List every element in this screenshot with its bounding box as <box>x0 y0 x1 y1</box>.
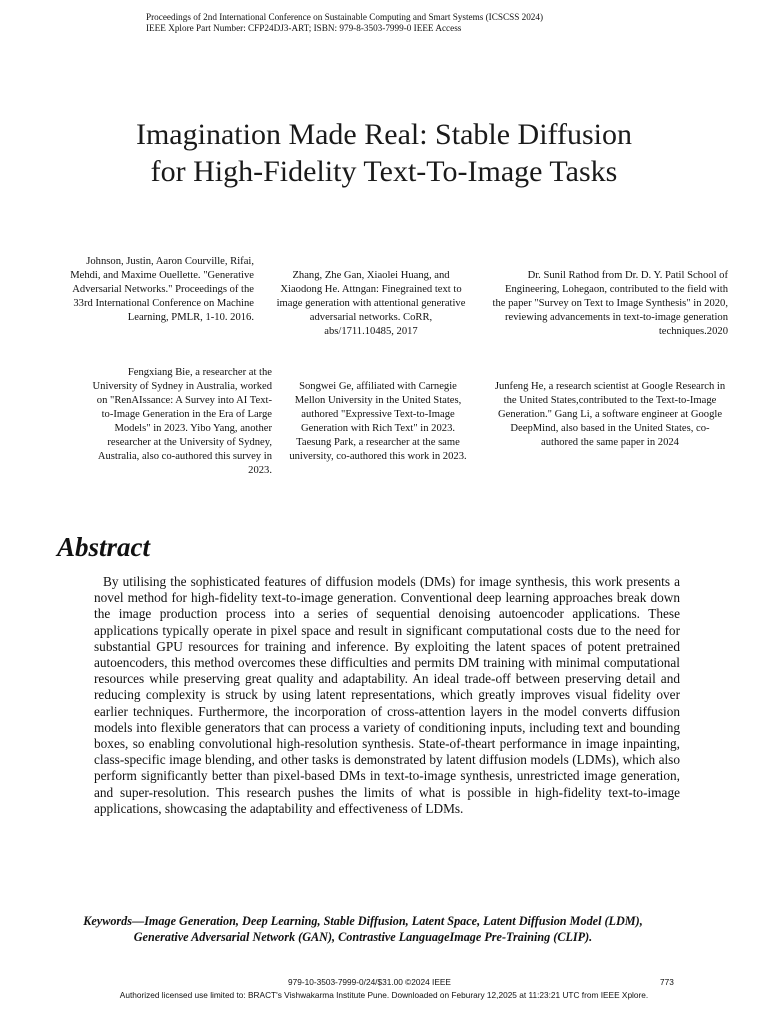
author-block-1: Johnson, Justin, Aaron Courville, Rifai, Mehdi, and Maxime Ouellette. "Generative Adversarial Networks." Proceedings of the 33rd International Conference on Machine Learning, PMLR, 1-10. 2016. <box>70 256 254 323</box>
paper-title-line-1: Imagination Made Real: Stable Diffusion <box>135 118 632 151</box>
page-number: 773 <box>660 977 674 987</box>
paper-title-line-2: for High-Fidelity Text-To-Image Tasks <box>150 155 618 188</box>
paper-title <box>0 116 768 190</box>
author-block-6: Junfeng He, a research scientist at Google Research in the United States,contributed to the Text-to-Image Generation." Gang Li, a software engineer at Google DeepMind, also based in the United States, co-authored the same paper in 2024 <box>494 381 726 448</box>
author-block-4: Fengxiang Bie, a researcher at the University of Sydney in Australia, worked on "RenAIssance: A Survey into AI Text-to-Image Generation in the Era of Large Models" in 2023. Yibo Yang, another researcher at the University of Sydney, Australia, also co-authored this survey in 2023. <box>92 367 272 476</box>
author-block-2: Zhang, Zhe Gan, Xiaolei Huang, and Xiaodong He. Attngan: Finegrained text to image generation with attentional generative adversarial networks. CoRR, abs/1711.10485, 2017 <box>276 270 466 337</box>
author-block-5: Songwei Ge, affiliated with Carnegie Mellon University in the United States, authored "Expressive Text-to-Image Generation with Rich Text" in 2023. Taesung Park, a researcher at the same university, co-authored this work in 2023. <box>289 381 467 462</box>
doi-copyright-line: 979-10-3503-7999-0/24/$31.00 ©2024 IEEE <box>288 977 451 987</box>
proceedings-header: Proceedings of 2nd International Conference on Sustainable Computing and Smart Systems (ICSCSS 2024) IEEE Xplore Part Number: CFP24DJ3-ART; ISBN: 979-8-3503-7999-0 IEEE Access <box>146 12 544 33</box>
author-block-3: Dr. Sunil Rathod from Dr. D. Y. Patil School of Engineering, Lohegaon, contributed to the field with the paper "Survey on Text to Image Synthesis" in 2020, reviewing advancements in text-to-image generation techniques.2020 <box>492 270 728 337</box>
abstract-body: By utilising the sophisticated features of diffusion models (DMs) for image synthesis, this work presents a novel method for high-fidelity text-to-image generation. Conventional deep learning approaches break down the image production process into a series of sequential denoising autoencoder applications. These applications typically operate in pixel space and result in significant computational costs due to the need for substantial GPU resources for training and inference. By exploiting the latent spaces of potent pretrained autoencoders, this method overcomes these difficulties and permits DM training with minimal computational resources while preserving great quality and adaptability. An ideal trade-off between preserving detail and reducing complexity is struck by using latent representations, which greatly improves visual fidelity over earlier techniques. Furthermore, the incorporation of cross-attention layers in the model converts diffusion models into flexible generators that can process a variety of conditioning inputs, including text and bounding boxes, so enabling convolutional high-resolution synthesis. State-of-theart performance in image inpainting, class-specific image blending, and other tasks is demonstrated by latent diffusion models (LDMs), which also perform significantly better than pixel-based DMs in text-to-image synthesis, unrestricted image generation, and super-resolution. This research pushes the limits of what is possible in high-fidelity text-to-image applications, showcasing the adaptability and effectiveness of LDMs. <box>94 574 680 816</box>
abstract-heading: Abstract <box>57 532 151 562</box>
keywords: Keywords—Image Generation, Deep Learning, Stable Diffusion, Latent Space, Latent Diffusion Model (LDM), Generative Adversarial Network (GAN), Contrastive LanguageImage Pre-Training (CLIP). <box>83 914 643 944</box>
license-notice: Authorized licensed use limited to: BRACT's Vishwakarma Institute Pune. Downloaded on Feburary 12,2025 at 11:23:21 UTC from IEEE Xplore. <box>119 990 649 1000</box>
